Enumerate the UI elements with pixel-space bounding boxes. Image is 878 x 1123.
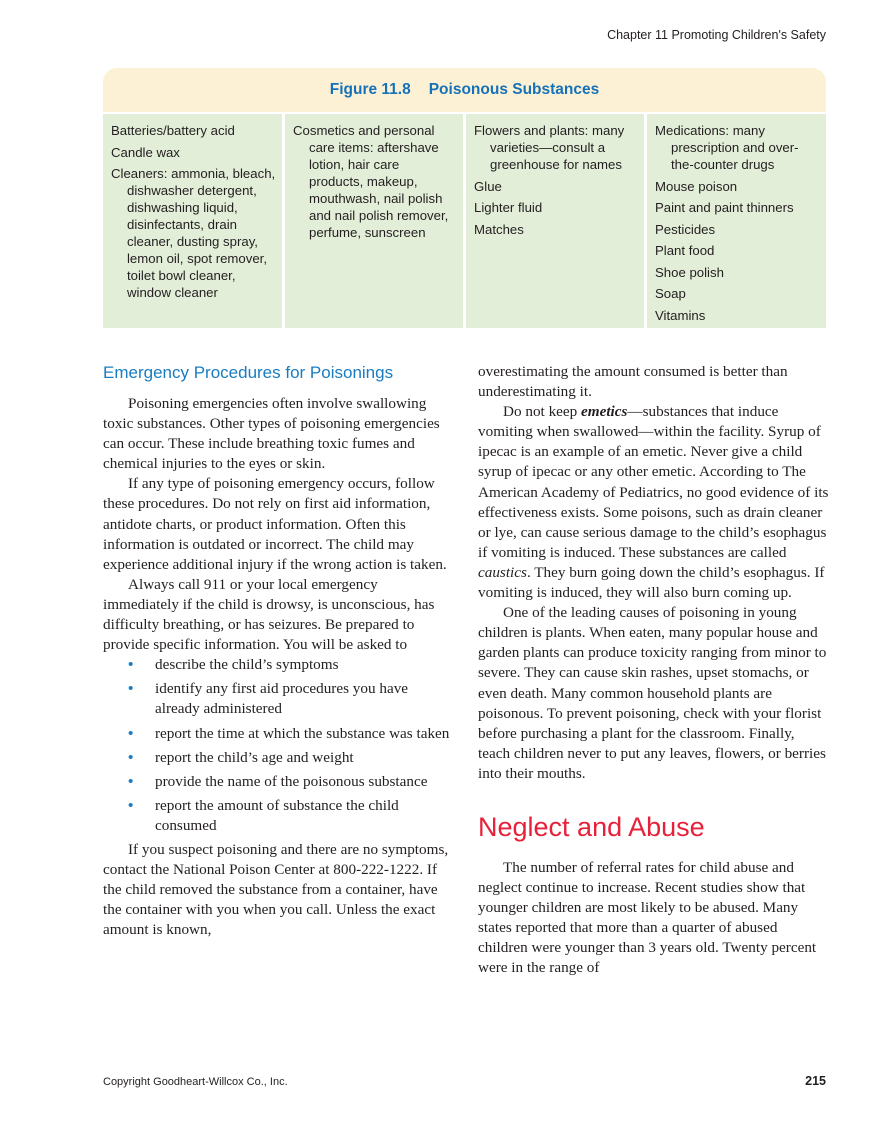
bullet-list: [103, 655, 455, 836]
paragraph: The number of referral rates for child abuse and neglect continue to increase. Recent studies show that younger children are most likely to be abused. Many states reported that more than a quarter of abused children were younger than 3 years old. Twenty percent were in the range of: [478, 858, 817, 977]
paragraph: If you suspect poisoning and there are no symptoms, contact the National Poison Center at 800-222-1222. If the child removed the substance from a container, have the container with you when you call. Unless the exact amount is known,: [103, 840, 449, 939]
key-term: emetics: [581, 403, 628, 421]
figure-item: Soap: [655, 286, 686, 301]
bullet-icon: •: [128, 772, 134, 790]
bullet-text: report the amount of substance the child consumed: [155, 796, 399, 834]
bullet-text: report the time at which the substance was taken: [155, 724, 450, 742]
figure-column-3: [466, 114, 644, 328]
paragraph: Poisoning emergencies often involve swallowing toxic substances. Other types of poisoning emergencies can occur. These include breathing toxic fumes and chemical injuries to the eyes or skin.: [103, 395, 440, 473]
figure-item: Glue: [474, 178, 502, 194]
bullet-item: [103, 772, 455, 792]
bullet-icon: •: [128, 748, 134, 766]
section-heading: Neglect and Abuse: [478, 811, 705, 842]
bullet-icon: •: [128, 724, 134, 742]
figure-item: Candle wax: [111, 144, 180, 160]
figure-item: Pesticides: [655, 221, 716, 237]
copyright: Copyright Goodheart-Willcox Co., Inc.: [103, 1076, 288, 1088]
paragraph: One of the leading causes of poisoning in young children is plants. When eaten, many popular house and garden plants can produce toxicity ranging from minor to severe. They can cause skin rashes, upset stomachs, or even death. Many common household plants are poisonous. To prevent poisoning, check with your florist before purchasing a plant for the classroom. Finally, teach children never to put any leaves, flowers, or berries into their mouths.: [478, 604, 827, 782]
running-head: Chapter 11 Promoting Children's Safety: [607, 28, 826, 42]
figure-item: Mouse poison: [655, 178, 738, 194]
bullet-text: provide the name of the poisonous substance: [155, 772, 428, 790]
figure-item: Batteries/battery acid: [111, 123, 235, 138]
right-column: [478, 362, 830, 979]
bullet-item: [103, 796, 455, 836]
key-term: caustics: [478, 563, 527, 581]
figure-item: Plant food: [655, 243, 715, 258]
bullet-item: [103, 679, 455, 719]
bullet-text: identify any first aid procedures you have already administered: [155, 680, 409, 718]
paragraph: If any type of poisoning emergency occurs, follow these procedures. Do not rely on first aid information, antidote charts, or product information. Often this information is outdated or incorrect. The child may experience additional injury if the wrong action is taken.: [103, 475, 447, 573]
figure-header: [103, 68, 826, 112]
page-number: 215: [805, 1074, 826, 1088]
paragraph: [478, 402, 830, 603]
bullet-text: report the child’s age and weight: [155, 748, 354, 766]
bullet-icon: •: [128, 680, 134, 698]
figure-item: Flowers and plants: many varieties—consult a greenhouse for names: [474, 123, 625, 172]
figure-column-1: [103, 114, 282, 328]
paragraph: overestimating the amount consumed is better than underestimating it.: [478, 363, 788, 401]
figure-item: Cleaners: ammonia, bleach, dishwasher detergent, dishwashing liquid, disinfectants, drain cleaner, dusting spray, lemon oil, spot remover, toilet bowl cleaner, window cleaner: [111, 166, 276, 300]
bullet-icon: •: [128, 796, 134, 814]
text-span: Do not keep: [503, 403, 582, 421]
figure-title: Poisonous Substances: [428, 81, 600, 98]
figure-column-4: [647, 114, 826, 328]
figure-item: Vitamins: [655, 307, 706, 323]
figure-item: Medications: many prescription and over-the-counter drugs: [655, 123, 799, 172]
figure-columns: [103, 114, 826, 328]
figure-poisonous-substances: [103, 68, 826, 326]
figure-item: Cosmetics and personal care items: aftershave lotion, hair care products, makeup, mouthwash, nail polish and nail polish remover, perfume, sunscreen: [293, 123, 449, 240]
text-span: —substances that induce vomiting when swallowed—within the facility. Syrup of ipecac is an example of an emetic. Never give a child syrup of ipecac or any other emetic. According to The American Academy of Pediatrics, no good evidence of its effectiveness exists. Some poisons, such as drain cleaner or lye, can cause serious damage to the child’s esophagus if vomiting is induced. These substances are called: [478, 403, 829, 561]
bullet-item: [103, 724, 455, 744]
left-column: [103, 362, 455, 940]
figure-item: Matches: [474, 221, 524, 237]
bullet-item: [103, 748, 455, 768]
figure-item: Paint and paint thinners: [655, 200, 794, 215]
figure-number: Figure 11.8: [329, 81, 411, 98]
paragraph: Always call 911 or your local emergency immediately if the child is drowsy, is unconscious, has difficulty breathing, or has seizures. Be prepared to provide specific information. You will be asked to: [103, 575, 435, 654]
figure-item: Shoe polish: [655, 264, 724, 280]
figure-item: Lighter fluid: [474, 200, 543, 215]
text-span: . They burn going down the child’s esophagus. If vomiting is induced, they will also burn coming up.: [478, 563, 825, 602]
section-heading: Emergency Procedures for Poisonings: [103, 363, 394, 382]
figure-column-2: [285, 114, 463, 328]
bullet-icon: •: [128, 656, 134, 674]
bullet-text: describe the child’s symptoms: [155, 656, 339, 674]
bullet-item: [103, 655, 455, 675]
